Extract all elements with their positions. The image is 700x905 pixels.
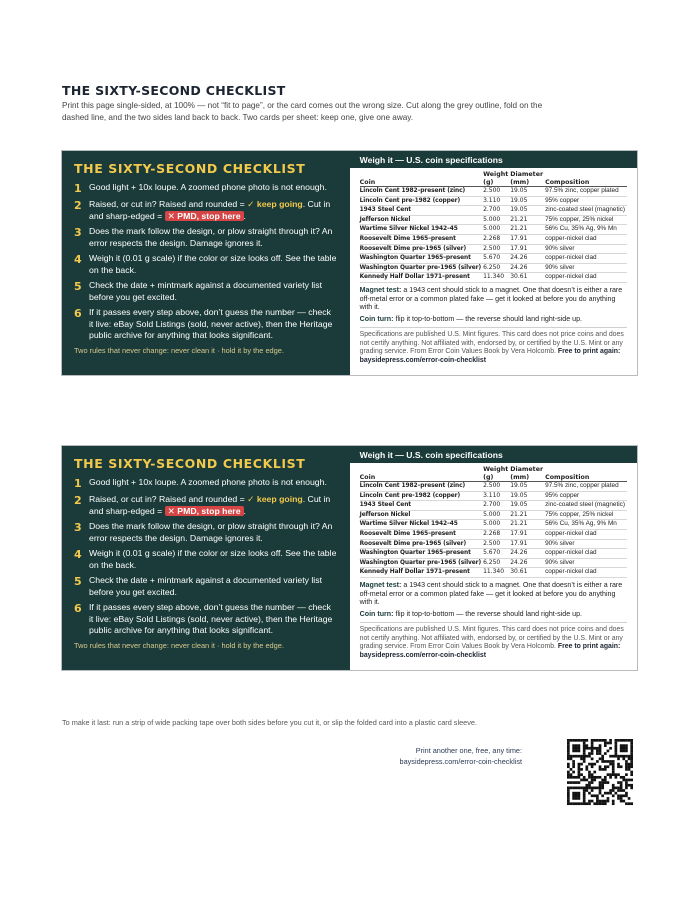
coin-name-cell: Jefferson Nickel (360, 215, 483, 225)
composition-cell: 90% silver (545, 539, 627, 549)
card-title: THE SIXTY-SECOND CHECKLIST (74, 161, 306, 176)
composition-cell: copper-nickel clad (545, 234, 627, 244)
disclaimer-text: Specifications are published U.S. Mint figures. This card does not price coins and does not certify anything. Not affiliated with, endorsed by, or certified by the U.S. Mint or any grading service. From Error Coin Values Book by Vera Holcomb. (359, 626, 624, 651)
diameter-cell: 19.05 (510, 187, 545, 197)
card-back (350, 446, 637, 670)
coin-specs-rows (360, 482, 627, 578)
composition-cell: 56% Cu, 35% Ag, 9% Mn (545, 520, 627, 530)
card-front-footer: Two rules that never change: never clean it · hold it by the edge. (74, 641, 284, 651)
table-row (360, 549, 627, 559)
step-text: Does the mark follow the design, or plow straight through it? An error respects the design. Damage ignores it. (89, 226, 333, 248)
free-print-link[interactable]: Free to print again: baysidepress.com/error-coin-checklist (359, 643, 621, 659)
free-print-link[interactable]: Free to print again: baysidepress.com/error-coin-checklist (359, 348, 621, 364)
weight-cell: 6.250 (483, 263, 510, 273)
coin-name-cell: Lincoln Cent pre-1982 (copper) (360, 196, 483, 206)
weight-cell: 5.670 (483, 254, 510, 264)
step-text-part: Raised, or cut in? Raised and rounded = (89, 199, 248, 210)
step-text (89, 494, 338, 517)
coin-name-cell: Roosevelt Dime 1965–present (360, 234, 483, 244)
coin-name-cell: Lincoln Cent 1982–present (zinc) (360, 482, 483, 492)
weight-cell: 5.000 (483, 225, 510, 235)
diameter-cell: 21.21 (510, 215, 545, 225)
diameter-cell: 24.26 (510, 549, 545, 559)
step-text: Check the date + mintmark against a documented variety list before you get excited. (89, 575, 322, 597)
diameter-cell: 24.26 (510, 254, 545, 264)
note-text: a 1943 cent should stick to a magnet. One that doesn’t is either a rare off-metal error or a common plated fake — get it looked at before you do anything with it. (359, 580, 623, 607)
composition-cell: 90% silver (545, 244, 627, 254)
checklist-card-1 (61, 150, 638, 376)
table-row (360, 225, 627, 235)
keep-going-label: ✓ keep going (247, 494, 303, 505)
table-row (360, 215, 627, 225)
table-row (360, 244, 627, 254)
step-text: Weigh it (0.01 g scale) if the color or size looks off. See the table on the back. (89, 548, 337, 570)
coin-name-cell: Roosevelt Dime pre-1965 (silver) (360, 539, 483, 549)
composition-cell: copper-nickel clad (545, 529, 627, 539)
table-row (360, 482, 627, 492)
card-front-footer: Two rules that never change: never clean it · hold it by the edge. (74, 346, 284, 356)
composition-cell: copper-nickel clad (545, 273, 627, 283)
checklist-step (74, 253, 338, 276)
coin-specs-table (360, 171, 627, 283)
make-it-last-tip: To make it last: run a strip of wide packing tape over both sides before you cut it, or slip the folded card into a plastic card sleeve. (62, 718, 477, 727)
step-number: 4 (74, 548, 82, 562)
coin-turn-note (360, 315, 627, 324)
card-front (62, 446, 350, 670)
coin-name-cell: Jefferson Nickel (360, 510, 483, 520)
weight-cell: 11.340 (483, 273, 510, 283)
card-title: THE SIXTY-SECOND CHECKLIST (74, 456, 306, 471)
composition-cell: 75% copper, 25% nickel (545, 510, 627, 520)
table-row (360, 539, 627, 549)
diameter-cell: 24.26 (510, 558, 545, 568)
weight-cell: 2.700 (483, 501, 510, 511)
composition-cell: copper-nickel clad (545, 549, 627, 559)
table-row (360, 510, 627, 520)
step-text-part: . (243, 210, 246, 221)
note-label: Magnet test: (359, 285, 402, 294)
weight-cell: 5.000 (483, 510, 510, 520)
coin-name-cell: Washington Quarter pre-1965 (silver) (360, 263, 483, 273)
coin-name-cell: Kennedy Half Dollar 1971–present (360, 273, 483, 283)
weight-cell: 2.500 (483, 187, 510, 197)
step-text (89, 199, 338, 222)
checklist-steps (74, 182, 338, 341)
coin-turn-note (360, 610, 627, 619)
coin-name-cell: Lincoln Cent pre-1982 (copper) (360, 491, 483, 501)
coin-name-cell: 1943 Steel Cent (360, 501, 483, 511)
note-text: a 1943 cent should stick to a magnet. One that doesn’t is either a rare off-metal error or a common plated fake — get it looked at before you do anything with it. (359, 285, 623, 312)
magnet-test-note (360, 286, 627, 312)
weight-cell: 2.500 (483, 244, 510, 254)
table-row (360, 206, 627, 216)
weight-cell: 5.000 (483, 520, 510, 530)
column-header: Weight (g) (483, 171, 509, 186)
step-text-part: Raised, or cut in? Raised and rounded = (89, 494, 248, 505)
diameter-cell: 17.91 (510, 539, 545, 549)
composition-cell: copper-nickel clad (545, 254, 627, 264)
diameter-cell: 21.21 (510, 225, 545, 235)
column-header: Coin (360, 466, 483, 482)
step-number: 6 (74, 602, 82, 616)
table-row (360, 529, 627, 539)
weight-cell: 2.700 (483, 206, 510, 216)
step-number: 2 (74, 494, 82, 508)
coin-name-cell: Roosevelt Dime pre-1965 (silver) (360, 244, 483, 254)
keep-going-label: ✓ keep going (247, 199, 303, 210)
checklist-step (74, 280, 338, 303)
table-row (360, 568, 627, 578)
composition-cell: 56% Cu, 35% Ag, 9% Mn (545, 225, 627, 235)
qr-code[interactable] (567, 724, 633, 820)
reprint-line: Print another one, free, any time: (415, 746, 522, 755)
diameter-cell: 17.91 (510, 529, 545, 539)
step-text: Does the mark follow the design, or plow straight through it? An error respects the design. Damage ignores it. (89, 521, 333, 543)
step-text: If it passes every step above, don’t guess the number — check it live: eBay Sold Listings (sold, never active), then the Heritage public archive for anything that looks significant. (89, 307, 333, 340)
table-row (360, 196, 627, 206)
step-text: Weigh it (0.01 g scale) if the color or size looks off. See the table on the back. (89, 253, 337, 275)
coin-name-cell: Roosevelt Dime 1965–present (360, 529, 483, 539)
note-label: Magnet test: (359, 580, 402, 589)
step-text: Check the date + mintmark against a documented variety list before you get excited. (89, 280, 322, 302)
step-number: 1 (74, 477, 82, 490)
column-header: Diameter (mm) (510, 466, 544, 481)
composition-cell: 75% copper, 25% nickel (545, 215, 627, 225)
coin-specs-table (360, 466, 627, 578)
step-text: If it passes every step above, don’t guess the number — check it live: eBay Sold Listings (sold, never active), then the Heritage public archive for anything that looks significant. (89, 602, 333, 635)
table-row (360, 501, 627, 511)
table-row (360, 254, 627, 264)
coin-name-cell: Washington Quarter 1965–present (360, 549, 483, 559)
note-label: Coin turn: (359, 609, 394, 618)
note-label: Coin turn: (359, 314, 394, 323)
reprint-url[interactable]: baysidepress.com/error-coin-checklist (399, 757, 522, 766)
disclaimer-text: Specifications are published U.S. Mint figures. This card does not price coins and does not certify anything. Not affiliated with, endorsed by, or certified by the U.S. Mint or any grading service. From Error Coin Values Book by Vera Holcomb. (359, 331, 624, 356)
column-header: Weight (g) (483, 466, 509, 481)
table-row (360, 520, 627, 530)
diameter-cell: 19.05 (510, 206, 545, 216)
step-text-part: . Cut in and sharp-edged = (89, 494, 331, 516)
diameter-cell: 24.26 (510, 263, 545, 273)
checklist-step (74, 602, 338, 636)
checklist-step (74, 199, 338, 222)
specs-header: Weigh it — U.S. coin specifications (350, 446, 637, 463)
composition-cell: zinc-coated steel (magnetic) (545, 206, 627, 216)
checklist-step (74, 226, 338, 249)
coin-name-cell: Washington Quarter 1965–present (360, 254, 483, 264)
step-number: 5 (74, 575, 82, 589)
weight-cell: 3.110 (483, 491, 510, 501)
diameter-cell: 19.05 (510, 491, 545, 501)
checklist-step (74, 477, 338, 490)
step-text-part: . (243, 505, 246, 516)
specs-header: Weigh it — U.S. coin specifications (350, 151, 637, 168)
specs-body (350, 463, 637, 660)
column-header: Coin (360, 171, 483, 187)
column-header: Composition (545, 171, 627, 187)
coin-name-cell: Wartime Silver Nickel 1942–45 (360, 520, 483, 530)
card-front (62, 151, 350, 375)
note-text: flip it top-to-bottom — the reverse should land right-side up. (393, 609, 582, 618)
stop-here-badge: ✕ PMD, stop here (165, 506, 244, 516)
diameter-cell: 30.61 (510, 568, 545, 578)
step-number: 3 (74, 521, 82, 535)
stop-here-badge: ✕ PMD, stop here (165, 211, 244, 221)
weight-cell: 2.268 (483, 234, 510, 244)
checklist-step (74, 521, 338, 544)
step-number: 6 (74, 307, 82, 321)
checklist-steps (74, 477, 338, 636)
table-row (360, 273, 627, 283)
step-number: 2 (74, 199, 82, 213)
checklist-step (74, 575, 338, 598)
composition-cell: 95% copper (545, 491, 627, 501)
weight-cell: 2.500 (483, 482, 510, 492)
composition-cell: 90% silver (545, 558, 627, 568)
checklist-step (74, 307, 338, 341)
column-header: Composition (545, 466, 627, 482)
table-row (360, 558, 627, 568)
diameter-cell: 19.05 (510, 482, 545, 492)
step-text-part: . Cut in and sharp-edged = (89, 199, 331, 221)
weight-cell: 5.670 (483, 549, 510, 559)
composition-cell: copper-nickel clad (545, 568, 627, 578)
composition-cell: 95% copper (545, 196, 627, 206)
weight-cell: 6.250 (483, 558, 510, 568)
table-header-row (360, 466, 627, 482)
step-text: Good light + 10x loupe. A zoomed phone photo is not enough. (89, 182, 327, 192)
coin-name-cell: Lincoln Cent 1982–present (zinc) (360, 187, 483, 197)
step-number: 1 (74, 182, 82, 195)
weight-cell: 2.500 (483, 539, 510, 549)
step-number: 5 (74, 280, 82, 294)
composition-cell: 97.5% zinc, copper plated (545, 482, 627, 492)
checklist-step (74, 494, 338, 517)
coin-name-cell: Kennedy Half Dollar 1971–present (360, 568, 483, 578)
diameter-cell: 17.91 (510, 234, 545, 244)
diameter-cell: 19.05 (510, 196, 545, 206)
disclaimer (360, 622, 627, 660)
table-header-row (360, 171, 627, 187)
table-row (360, 234, 627, 244)
note-text: flip it top-to-bottom — the reverse should land right-side up. (393, 314, 582, 323)
coin-name-cell: Washington Quarter pre-1965 (silver) (360, 558, 483, 568)
reprint-note (400, 745, 522, 767)
magnet-test-note (360, 581, 627, 607)
specs-body (350, 168, 637, 365)
page-title: THE SIXTY-SECOND CHECKLIST (62, 83, 286, 98)
disclaimer (360, 327, 627, 365)
checklist-card-2 (61, 445, 638, 671)
coin-specs-rows (360, 187, 627, 283)
diameter-cell: 21.21 (510, 520, 545, 530)
weight-cell: 5.000 (483, 215, 510, 225)
diameter-cell: 30.61 (510, 273, 545, 283)
coin-name-cell: Wartime Silver Nickel 1942–45 (360, 225, 483, 235)
composition-cell: 90% silver (545, 263, 627, 273)
diameter-cell: 17.91 (510, 244, 545, 254)
composition-cell: 97.5% zinc, copper plated (545, 187, 627, 197)
table-row (360, 187, 627, 197)
card-back (350, 151, 637, 375)
table-row (360, 491, 627, 501)
column-header: Diameter (mm) (510, 171, 544, 186)
diameter-cell: 21.21 (510, 510, 545, 520)
print-instructions: Print this page single-sided, at 100% — not “fit to page”, or the card comes out the wrong size. Cut along the grey outline, fold on the dashed line, and the two sides land back to back. Two cards per sheet: keep one, give one away. (62, 101, 543, 122)
weight-cell: 11.340 (483, 568, 510, 578)
step-text: Good light + 10x loupe. A zoomed phone photo is not enough. (89, 477, 327, 487)
checklist-step (74, 548, 338, 571)
diameter-cell: 19.05 (510, 501, 545, 511)
weight-cell: 3.110 (483, 196, 510, 206)
table-row (360, 263, 627, 273)
weight-cell: 2.268 (483, 529, 510, 539)
composition-cell: zinc-coated steel (magnetic) (545, 501, 627, 511)
step-number: 3 (74, 226, 82, 240)
coin-name-cell: 1943 Steel Cent (360, 206, 483, 216)
step-number: 4 (74, 253, 82, 267)
checklist-step (74, 182, 338, 195)
